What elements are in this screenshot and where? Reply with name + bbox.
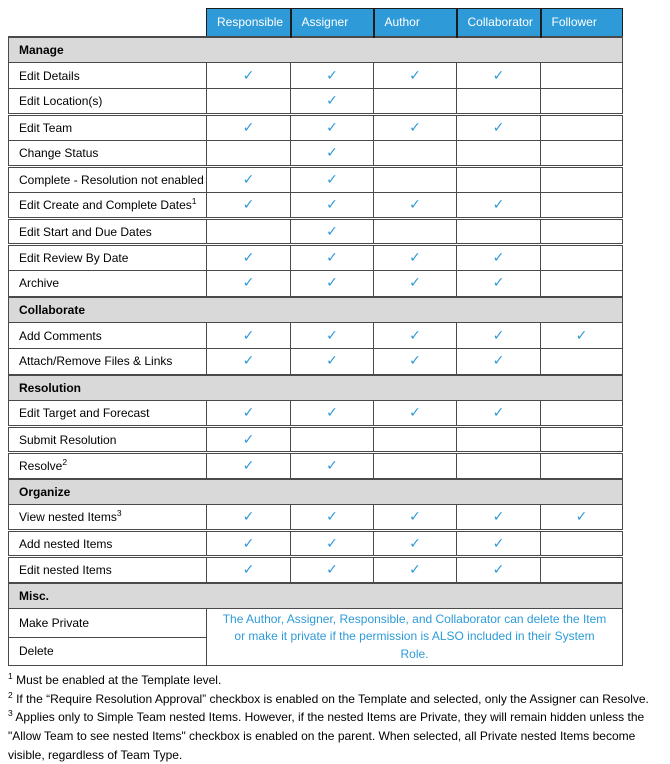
check-cell-author [374,349,457,375]
footnote-marker: 2 [62,456,68,467]
checkmark-icon: ✓ [492,560,505,577]
checkmark-icon: ✓ [326,274,338,291]
check-cell-collaborator [457,245,541,271]
checkmark-icon: ✓ [575,326,588,343]
check-cell-follower [541,323,623,349]
section-header-organize: Organize [9,479,623,505]
row-label: Archive [9,271,207,297]
section-header-resolution: Resolution [9,375,623,401]
table-row-view-nested-items [9,505,623,531]
table-row-edit-start-and-due-dates [9,219,623,245]
empty-cell-collaborator [457,141,541,167]
section-row-manage [9,37,623,63]
checkmark-icon: ✓ [242,534,255,551]
checkmark-icon: ✓ [575,508,588,524]
check-cell-collaborator [457,349,541,375]
checkmark-icon: ✓ [242,508,255,524]
empty-cell-follower [541,401,623,427]
check-cell-author [374,557,457,583]
misc-note-cell: The Author, Assigner, Responsible, and Collaborator can delete the Item or make it private if the permission is ALSO included in their System Role. [207,609,623,666]
check-cell-collaborator [457,63,541,89]
checkmark-icon: ✓ [492,196,505,212]
section-row-organize [9,479,623,505]
checkmark-icon: ✓ [492,534,505,551]
check-cell-responsible [207,271,291,297]
empty-cell-assigner [291,427,374,453]
row-label: Resolve$^2$ [9,453,207,479]
permissions-table [8,8,623,666]
checkmark-icon: ✓ [492,249,505,265]
checkmark-icon: ✓ [242,119,255,135]
check-cell-author [374,505,457,531]
row-label: Edit nested Items [9,557,207,583]
check-cell-assigner [291,167,374,193]
checkmark-icon: ✓ [409,274,421,291]
check-cell-collaborator [457,557,541,583]
check-cell-responsible [207,193,291,219]
column-header-assigner: Assigner [291,9,374,37]
check-cell-assigner [291,115,374,141]
checkmark-icon: ✓ [409,326,421,343]
check-cell-author [374,271,457,297]
checkmark-icon: ✓ [326,508,338,524]
footnote-number: 3 [8,708,13,719]
check-cell-author [374,531,457,557]
section-header-manage: Manage [9,37,623,63]
table-body [9,37,623,666]
check-cell-assigner [291,141,374,167]
table-row-edit-review-by-date [9,245,623,271]
check-cell-author [374,193,457,219]
empty-cell-collaborator [457,89,541,115]
empty-cell-follower [541,167,623,193]
table-row-change-status [9,141,623,167]
empty-cell-author [374,141,457,167]
checkmark-icon: ✓ [242,430,255,447]
table-row-resolve [9,453,623,479]
empty-cell-follower [541,349,623,375]
check-cell-collaborator [457,401,541,427]
checkmark-icon: ✓ [242,196,255,212]
checkmark-icon: ✓ [326,144,338,160]
checkmark-icon: ✓ [409,66,421,83]
check-cell-collaborator [457,505,541,531]
check-cell-assigner [291,63,374,89]
row-label: Make Private [9,609,207,638]
check-cell-assigner [291,89,374,115]
checkmark-icon: ✓ [326,222,338,239]
empty-cell-collaborator [457,453,541,479]
empty-cell-follower [541,141,623,167]
header-spacer-cell [9,9,207,37]
checkmark-icon: ✓ [326,456,338,473]
table-row-archive [9,271,623,297]
column-header-collaborator: Collaborator [457,9,541,37]
empty-cell-author [374,167,457,193]
section-row-resolution [9,375,623,401]
empty-cell-collaborator [457,427,541,453]
checkmark-icon: ✓ [409,560,421,577]
checkmark-icon: ✓ [492,119,505,135]
checkmark-icon: ✓ [326,171,338,187]
table-row-attach-remove-files-links [9,349,623,375]
empty-cell-responsible [207,89,291,115]
checkmark-icon: ✓ [242,171,255,187]
check-cell-assigner [291,531,374,557]
check-cell-follower [541,505,623,531]
checkmark-icon: ✓ [242,326,255,343]
checkmark-icon: ✓ [242,249,255,265]
empty-cell-author [374,427,457,453]
column-header-author: Author [374,9,457,37]
section-header-misc: Misc. [9,583,623,609]
check-cell-responsible [207,245,291,271]
empty-cell-follower [541,427,623,453]
checkmark-icon: ✓ [326,404,338,420]
checkmark-icon: ✓ [326,196,338,212]
row-label: View nested Items$^3$ [9,505,207,531]
table-row-edit-team [9,115,623,141]
row-label: Edit Location(s) [9,89,207,115]
empty-cell-responsible [207,141,291,167]
table-row-make-private [9,609,623,638]
checkmark-icon: ✓ [326,92,338,108]
empty-cell-collaborator [457,167,541,193]
row-label: Submit Resolution [9,427,207,453]
row-label: Delete [9,637,207,666]
check-cell-assigner [291,401,374,427]
section-row-misc [9,583,623,609]
check-cell-assigner [291,349,374,375]
checkmark-icon: ✓ [492,326,505,343]
table-row-edit-nested-items [9,557,623,583]
checkmark-icon: ✓ [409,508,421,524]
empty-cell-follower [541,219,623,245]
empty-cell-follower [541,271,623,297]
check-cell-responsible [207,167,291,193]
checkmark-icon: ✓ [326,534,338,551]
section-header-collaborate: Collaborate [9,297,623,323]
checkmark-icon: ✓ [409,196,421,212]
empty-cell-author [374,453,457,479]
checkmark-icon: ✓ [326,249,338,265]
empty-cell-author [374,89,457,115]
empty-cell-follower [541,89,623,115]
checkmark-icon: ✓ [409,534,421,551]
checkmark-icon: ✓ [492,404,505,420]
checkmark-icon: ✓ [492,352,505,369]
checkmark-icon: ✓ [409,404,421,420]
check-cell-assigner [291,193,374,219]
checkmark-icon: ✓ [492,66,505,83]
check-cell-responsible [207,401,291,427]
check-cell-author [374,401,457,427]
check-cell-responsible [207,115,291,141]
check-cell-author [374,63,457,89]
check-cell-assigner [291,453,374,479]
footnote-2: $^2$ If the “Require Resolution Approval” checkbox is enabled on the Template and selected, only the Assigner can Resolve. [8,689,649,706]
check-cell-responsible [207,453,291,479]
row-label: Attach/Remove Files & Links [9,349,207,375]
check-cell-collaborator [457,271,541,297]
row-label: Change Status [9,141,207,167]
table-row-edit-details [9,63,623,89]
row-label: Edit Create and Complete Dates$^1$ [9,193,207,219]
check-cell-assigner [291,557,374,583]
empty-cell-follower [541,63,623,89]
check-cell-responsible [207,531,291,557]
column-header-follower: Follower [541,9,623,37]
table-row-edit-create-and-complete-dates [9,193,623,219]
check-cell-assigner [291,219,374,245]
checkmark-icon: ✓ [409,249,421,265]
row-label: Edit Details [9,63,207,89]
table-header [9,9,623,37]
empty-cell-follower [541,453,623,479]
check-cell-responsible [207,349,291,375]
checkmark-icon: ✓ [242,456,255,473]
table-row-edit-target-and-forecast [9,401,623,427]
row-label: Edit Target and Forecast [9,401,207,427]
table-row-complete-resolution-not-enabled [9,167,623,193]
table-row-submit-resolution [9,427,623,453]
row-label: Add Comments [9,323,207,349]
section-row-collaborate [9,297,623,323]
checkmark-icon: ✓ [409,352,421,369]
check-cell-collaborator [457,531,541,557]
empty-cell-follower [541,115,623,141]
empty-cell-responsible [207,219,291,245]
checkmark-icon: ✓ [326,326,338,343]
check-cell-assigner [291,271,374,297]
checkmark-icon: ✓ [326,66,338,83]
check-cell-responsible [207,557,291,583]
footnotes [8,671,664,764]
header-row [9,9,623,37]
row-label: Edit Start and Due Dates [9,219,207,245]
check-cell-responsible [207,63,291,89]
check-cell-responsible [207,505,291,531]
check-cell-author [374,245,457,271]
empty-cell-follower [541,193,623,219]
row-label: Add nested Items [9,531,207,557]
empty-cell-author [374,219,457,245]
checkmark-icon: ✓ [242,560,255,577]
footnote-number: 2 [8,689,13,700]
check-cell-responsible [207,323,291,349]
checkmark-icon: ✓ [492,274,505,291]
column-header-responsible: Responsible [207,9,291,37]
check-cell-collaborator [457,323,541,349]
check-cell-assigner [291,505,374,531]
checkmark-icon: ✓ [326,560,338,577]
check-cell-collaborator [457,193,541,219]
row-label: Edit Review By Date [9,245,207,271]
footnote-number: 1 [8,671,13,682]
checkmark-icon: ✓ [492,508,505,524]
footnote-3: $^3$ Applies only to Simple Team nested Items. However, if the nested Items are Private, they will remain hidden unless the "Allow Team to see nested Items" checkbox is enabled on the parent. When selected, all Private nested Items become visible, regardless of Team Type. [8,708,645,762]
check-cell-author [374,323,457,349]
row-label: Complete - Resolution not enabled [9,167,207,193]
footnote-1: $^1$ Must be enabled at the Template level. [8,671,222,688]
checkmark-icon: ✓ [409,119,421,135]
checkmark-icon: ✓ [242,274,255,291]
empty-cell-collaborator [457,219,541,245]
check-cell-assigner [291,323,374,349]
empty-cell-follower [541,557,623,583]
table-row-add-comments [9,323,623,349]
checkmark-icon: ✓ [242,66,255,83]
checkmark-icon: ✓ [326,352,338,369]
row-label: Edit Team [9,115,207,141]
empty-cell-follower [541,531,623,557]
table-row-add-nested-items [9,531,623,557]
check-cell-author [374,115,457,141]
checkmark-icon: ✓ [326,119,338,135]
empty-cell-follower [541,245,623,271]
footnote-marker: 3 [116,508,122,518]
check-cell-assigner [291,245,374,271]
checkmark-icon: ✓ [242,352,255,369]
check-cell-responsible [207,427,291,453]
table-row-edit-location-s [9,89,623,115]
checkmark-icon: ✓ [242,404,255,420]
footnote-marker: 1 [191,196,197,206]
check-cell-collaborator [457,115,541,141]
